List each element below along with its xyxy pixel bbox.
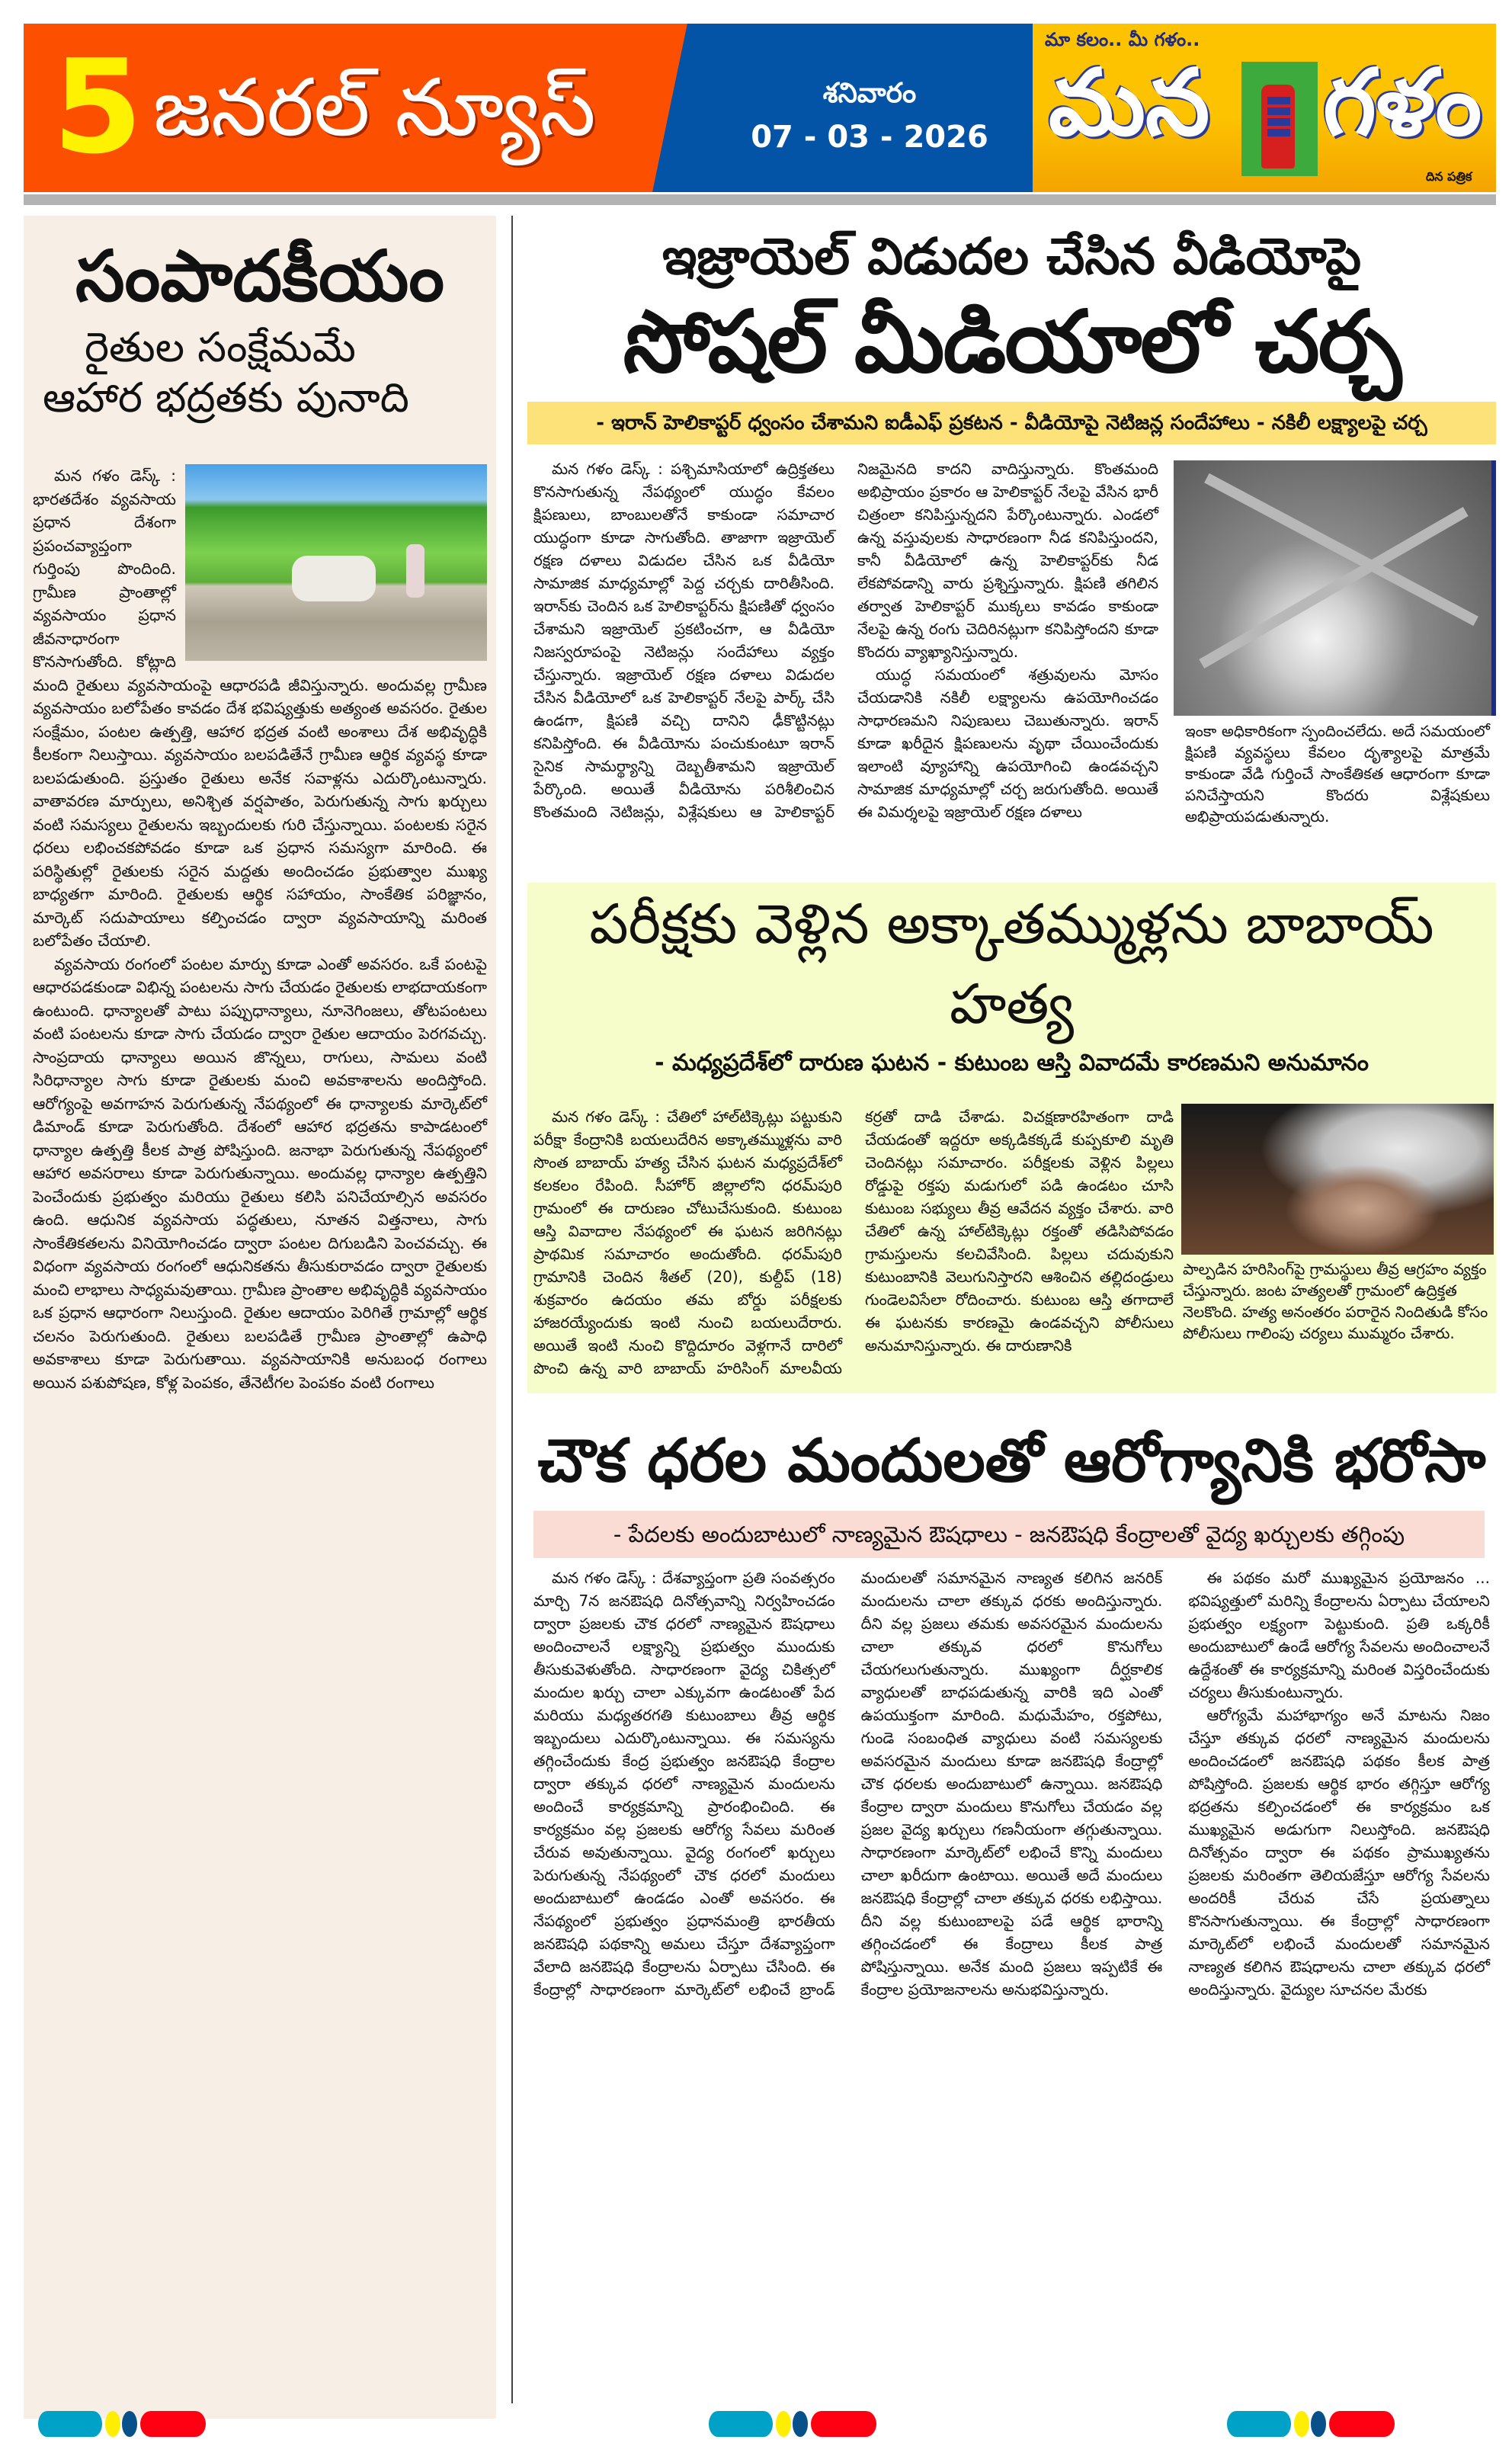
issue-date: 07 - 03 - 2026 — [751, 120, 988, 155]
story1-body — [533, 457, 1158, 823]
editorial-label: సంపాదకీయం — [75, 236, 444, 317]
story2-aside — [1181, 1104, 1494, 1344]
editorial-headline-line1: రైతుల సంక్షేమమే — [85, 323, 356, 371]
farmer-shape — [406, 544, 424, 598]
story2-paragraph: మన గళం డెస్క్ : చేతిలో హాల్‌టిక్కెట్లు పట్టుకుని పరీక్షా కేంద్రానికి బయలుదేరిన అక్కాతమ్ముళ్లను వారి సొంత బాబాయ్ హత్య చేసిన ఘటన మధ్యప్రదేశ్‌లో కలకలం రేపింది. సీహోర్ జిల్లాలోని ధరమ్‌పురి గ్రామంలో ఈ దారుణం చోటుచేసుకుంది. కుటుంబ ఆస్తి వివాదాల నేపథ్యంలో ఈ ఘటన జరిగినట్లు ప్రాథమిక సమాచారం అందుతోంది. ధరమ్‌పురి గ్రామానికి చెందిన శీతల్ (20), కుల్దీప్ (18) శుక్రవారం ఉదయం తమ బోర్డు పరీక్షలకు హాజరయ్యేందుకు ఇంటి నుంచి బయలుదేరారు. అయితే ఇంటి నుంచి కొద్దిదూరం వెళ్లగానే దారిలో పొంచి ఉన్న వారి బాబాయ్ హరిసింగ్ మాలవీయ కర్రతో దాడి చేశాడు. విచక్షణారహితంగా దాడి చేయడంతో ఇద్దరూ అక్కడికక్కడే కుప్పకూలి మృతి చెందినట్లు సమాచారం. పరీక్షలకు వెళ్లిన పిల్లలు రోడ్డుపై రక్తపు మడుగులో పడి ఉండటం చూసి కుటుంబ సభ్యులు తీవ్ర ఆవేదన వ్యక్తం చేశారు. వారి చేతిలో ఉన్న హాల్‌టిక్కెట్లు రక్తంతో తడిసిపోవడం గ్రామస్తులను కలచివేసింది. పిల్లలు చదువుకుని కుటుంబానికి వెలుగునిస్తారని ఆశించిన తల్లిదండ్రులు గుండెలవిసేలా రోదించారు. కుటుంబ ఆస్తి తగాదాలే ఈ ఘటనకు కారణమై ఉండవచ్చని పోలీసులు అనుమానిస్తున్నారు. ఈ దారుణానికి — [533, 1108, 1174, 1377]
story3-paragraph: ఈ పథకం మరో ముఖ్యమైన ప్రయోజనం ... భవిష్యత్తులో మరిన్ని కేంద్రాలను ఏర్పాటు చేయాలని ప్రభుత్వం లక్ష్యంగా పెట్టుకుంది. ప్రతి ఒక్కరికీ అందుబాటులో ఉండే ఆరోగ్య సేవలను అందించాలనే ఉద్దేశంతో ఈ కార్యక్రమాన్ని మరింత విస్తరించేందుకు చర్యలు తీసుకుంటున్నారు. — [1188, 1569, 1490, 1701]
editorial-paragraph: వ్యవసాయ రంగంలో పంటల మార్పు కూడా ఎంతో అవసరం. ఒకే పంటపై ఆధారపడకుండా విభిన్న పంటలను సాగు చేయడం రైతులకు లాభదాయకంగా ఉంటుంది. ధాన్యాలతో పాటు పప్పుధాన్యాలు, నూనెగింజలు, తోటపంటలు వంటి పంటలను కూడా సాగు చేయడం ద్వారా రైతుల ఆదాయం పెరగవచ్చు. సాంప్రదాయ ధాన్యాలు అయిన జొన్నలు, రాగులు, సామలు వంటి సిరిధాన్యాల సాగు కూడా రైతులకు మంచి అవకాశాలను అందిస్తోంది. ఆరోగ్యంపై అవగాహన పెరుగుతున్న నేపథ్యంలో ఈ ధాన్యాలకు మార్కెట్‌లో డిమాండ్ కూడా పెరుగుతోంది. దేశంలో ఆహార భద్రతను కాపాడటంలో ధాన్యాల ఉత్పత్తి కీలక పాత్ర పోషిస్తుంది. జనాభా పెరుగుతున్న నేపథ్యంలో ఆహార అవసరాలు కూడా పెరుగుతున్నాయి. అందువల్ల ధాన్యాల ఉత్పత్తిని పెంచేందుకు ప్రభుత్వం మరియు రైతులు కలిసి పనిచేయాల్సిన అవసరం ఉంది. ఆధునిక వ్యవసాయ పద్ధతులు, నూతన విత్తనాలు, సాగు సాంకేతికతలను వినియోగించడం ద్వారా పంటల దిగుబడిని పెంచవచ్చు. ఈ విధంగా వ్యవసాయ రంగంలో ఆధునికతను తీసుకురావడం ద్వారా రైతులకు మంచి లాభాలు సాధ్యమవుతాయి. గ్రామీణ ప్రాంతాల అభివృద్ధికి వ్యవసాయం ఒక ప్రధాన ఆధారంగా నిలుస్తుంది. రైతుల ఆదాయం పెరిగితే గ్రామాల్లో ఆర్థిక చలనం పెరుగుతుంది. రైతులు బలపడితే గ్రామీణ ప్రాంతాల్లో ఉపాధి అవకాశాలు కూడా పెరుగుతాయి. వ్యవసాయానికి అనుబంధ రంగాలు అయిన పశుపోషణ, కోళ్ల పెంపకం, తేనెటీగల పెంపకం వంటి రంగాలు — [33, 954, 487, 1392]
story2-subheads: - మధ్యప్రదేశ్‌లో దారుణ ఘటన - కుటుంబ ఆస్తి వివాదమే కారణమని అనుమానం — [655, 1050, 1369, 1076]
oxen-shape — [292, 556, 376, 601]
story3-paragraph: మన గళం డెస్క్ : దేశవ్యాప్తంగా ప్రతి సంవత్సరం మార్చి 7న జనఔషధి దినోత్సవాన్ని నిర్వహించడం ద్వారా ప్రజలకు చౌక ధరలో నాణ్యమైన ఔషధాలు అందించాలనే లక్ష్యాన్ని ప్రభుత్వం ముందుకు తీసుకువెళుతోంది. సాధారణంగా వైద్య చికిత్సలో మందుల ఖర్చు చాలా ఎక్కువగా ఉండటంతో పేద మరియు మధ్యతరగతి కుటుంబాలు తీవ్ర ఆర్థిక ఇబ్బందులు ఎదుర్కొంటున్నాయి. ఈ సమస్యను తగ్గించేందుకు కేంద్ర ప్రభుత్వం జనఔషధి కేంద్రాల ద్వారా తక్కువ ధరలో నాణ్యమైన మందులను అందించే కార్యక్రమాన్ని ప్రారంభించింది. ఈ కార్యక్రమం వల్ల ప్రజలకు ఆరోగ్య సేవలు మరింత చేరువ అవుతున్నాయి. వైద్య రంగంలో ఖర్చులు పెరుగుతున్న నేపథ్యంలో చౌక ధరలో మందులు అందుబాటులో ఉండడం ఎంతో అవసరం. ఈ నేపథ్యంలో ప్రభుత్వం ప్రధానమంత్రి భారతీయ జనఔషధి పథకాన్ని అమలు చేస్తూ దేశవ్యాప్తంగా వేలాది జనఔషధి కేంద్రాలను ఏర్పాటు చేసింది. ఈ కేంద్రాల్లో సాధారణంగా మార్కెట్‌లో లభించే బ్రాండ్ మందులతో సమానమైన నాణ్యత కలిగిన జనరిక్ మందులను చాలా తక్కువ ధరకు అందిస్తున్నారు. దీని వల్ల ప్రజలు తమకు అవసరమైన మందులను చాలా తక్కువ ధరలో కొనుగోలు చేయగలుగుతున్నారు. ముఖ్యంగా దీర్ఘకాలిక వ్యాధులతో బాధపడుతున్న వారికి ఇది ఎంతో ఉపయుక్తంగా మారింది. మధుమేహం, రక్తపోటు, గుండె సంబంధిత వ్యాధులు వంటి సమస్యలకు అవసరమైన మందులు కూడా జనఔషధి కేంద్రాల్లో చౌక ధరలకు అందుబాటులో ఉన్నాయి. జనఔషధి కేంద్రాల ద్వారా మందులు కొనుగోలు చేయడం వల్ల ప్రజల వైద్య ఖర్చులు గణనీయంగా తగ్గుతున్నాయి. సాధారణంగా మార్కెట్‌లో లభించే కొన్ని మందులు చాలా ఖరీదుగా ఉంటాయి. అయితే అదే మందులు జనఔషధి కేంద్రాల్లో చాలా తక్కువ ధరకు లభిస్తాయి. దీని వల్ల కుటుంబాలపై పడే ఆర్థిక భారాన్ని తగ్గించడంలో ఈ కేంద్రాలు కీలక పాత్ర పోషిస్తున్నాయి. అనేక మంది ప్రజలు ఇప్పటికే ఈ కేంద్రాల ప్రయోజనాలను అనుభవిస్తున్నారు. — [533, 1569, 1163, 1999]
farmer-ploughing-photo — [185, 464, 487, 661]
footer-ornament — [1227, 2411, 1395, 2437]
editorial-column — [24, 216, 496, 2419]
section-title: జనరల్ న్యూస్ — [153, 61, 596, 154]
logo-name-right: గళం — [1323, 50, 1482, 156]
story2-headline: పరీక్షకు వెళ్లిన అక్కాతమ్ముళ్లను బాబాయ్ హత్య — [589, 892, 1434, 1036]
logo-name-left: మన — [1049, 50, 1210, 156]
footer-ornament — [709, 2411, 876, 2437]
page-number: 5 — [53, 32, 143, 183]
story1-image-text: ఇంకా అధికారికంగా స్పందించలేదు. అదే సమయంలో క్షిపణి వ్యవస్థలు కేవలం దృశ్యాలపై మాత్రమే కాకుండా వేడి గుర్తించే సాంకేతికత ఆధారంగా కూడా పనిచేస్తాయని కొందరు విశ్లేషకులు అభిప్రాయపడుతున్నారు. — [1185, 722, 1490, 826]
story2-image-text: పాల్పడిన హరిసింగ్‌పై గ్రామస్థులు తీవ్ర ఆగ్రహం వ్యక్తం చేస్తున్నారు. జంట హత్యలతో గ్రామంలో ఉద్రిక్తత నెలకొంది. హత్య అనంతరం పరారైన నిందితుడి కోసం పోలీసులు గాలింపు చర్యలు ముమ్మరం చేశారు. — [1183, 1260, 1488, 1342]
editorial-paragraph: మన గళం డెస్క్ : భారతదేశం వ్యవసాయ ప్రధాన దేశంగా ప్రపంచవ్యాప్తంగా గుర్తింపు పొందింది. గ్రామీణ ప్రాంతాల్లో వ్యవసాయం ప్రధాన జీవనాధారంగా కొనసాగుతోంది. కోట్లాది మంది రైతులు వ్యవసాయంపై ఆధారపడి జీవిస్తున్నారు. అందువల్ల గ్రామీణ వ్యవసాయం బలోపేతం కావడం దేశ భవిష్యత్తుకు అత్యంత అవసరం. రైతుల సంక్షేమం, పంటల ఉత్పత్తి, ఆహార భద్రత వంటి అంశాలు దేశ అభివృద్ధికి కీలకంగా నిలుస్తాయి. వ్యవసాయం బలపడితేనే గ్రామీణ ఆర్థిక వ్యవస్థ కూడా బలపడుతుంది. ప్రస్తుతం రైతులు అనేక సవాళ్లను ఎదుర్కొంటున్నారు. వాతావరణ మార్పులు, అనిశ్చిత వర్షపాతం, పెరుగుతున్న సాగు ఖర్చులు వంటి సమస్యలు రైతులను ఇబ్బందులకు గురి చేస్తున్నాయి. పంటలకు సరైన ధరలు లభించకపోవడం కూడా ఒక ప్రధాన సమస్యగా మారింది. ఈ పరిస్థితుల్లో రైతులకు సరైన మద్దతు అందించడం ప్రభుత్వాల ముఖ్య బాధ్యతగా మారింది. రైతులకు ఆర్థిక సహాయం, సాంకేతిక పరిజ్ఞానం, మార్కెట్ సదుపాయాలు కల్పించడం ద్వారా వ్యవసాయాన్ని మరింత బలోపేతం చేయాలి. — [33, 466, 487, 950]
story3-paragraph: ఆరోగ్యమే మహాభాగ్యం అనే మాటను నిజం చేస్తూ తక్కువ ధరలో నాణ్యమైన మందులను అందించడంలో జనఔషధి పథకం కీలక పాత్ర పోషిస్తోంది. ప్రజలకు ఆర్థిక భారం తగ్గిస్తూ ఆరోగ్య భద్రతను కల్పించడంలో ఈ కార్యక్రమం ఒక ముఖ్యమైన అడుగుగా నిలుస్తోంది. జనఔషధి దినోత్సవం ద్వారా ఈ పథకం ప్రాముఖ్యతను ప్రజలకు మరింతగా తెలియజేస్తూ ఆరోగ్య సేవలను అందరికీ చేరువ చేసే ప్రయత్నాలు కొనసాగుతున్నాయి. ఈ కేంద్రాల్లో సాధారణంగా మార్కెట్‌లో లభించే మందులతో సమానమైన నాణ్యత కలిగిన ఔషధాలను చాలా తక్కువ ధరలో అందిస్తున్నారు. వైద్యుల సూచనల మేరకు — [1188, 1706, 1490, 1999]
story3-body — [533, 1566, 1490, 2001]
logo-subtitle: దిన పత్రిక — [1426, 169, 1472, 184]
story2-box — [527, 883, 1496, 1393]
story3 — [527, 1393, 1496, 2001]
footer-ornament — [38, 2411, 206, 2437]
story2-content — [527, 1105, 1496, 1387]
victim-hand-photo — [1181, 1104, 1494, 1255]
story1-aside — [1174, 460, 1496, 827]
column-divider — [511, 216, 513, 2403]
story1-paragraph: యుద్ధ సమయంలో శత్రువులను మోసం చేయడానికి నకిలీ లక్ష్యాలను ఉపయోగించడం సాధారణమని నిపుణులు చెబుతున్నారు. ఇరాన్ కూడా ఖరీదైన క్షిపణులను వృథా చేయించేందుకు ఇలాంటి వ్యూహాన్ని ఉపయోగించి ఉండవచ్చని సామాజిక మాధ్యమాల్లో చర్చ జరుగుతోంది. అయితే ఈ విమర్శలపై ఇజ్రాయెల్ రక్షణ దళాలు — [857, 665, 1158, 821]
story1-headline-kicker: ఇజ్రాయెల్ విడుదల చేసిన వీడియోపై — [662, 227, 1362, 286]
weekday: శనివారం — [822, 78, 917, 109]
editorial-headline-line2: ఆహార భద్రతకు పునాది — [43, 373, 409, 422]
masthead — [24, 24, 1496, 192]
story1-paragraph: మన గళం డెస్క్ : పశ్చిమాసియాలో ఉద్రిక్తతలు కొనసాగుతున్న నేపథ్యంలో యుద్ధం కేవలం క్షిపణులు, బాంబులతోనే కాకుండా సమాచార యుద్ధంగా కూడా సాగుతోంది. తాజాగా ఇజ్రాయెల్ రక్షణ దళాలు విడుదల చేసిన ఒక వీడియో సామాజిక మాధ్యమాల్లో పెద్ద చర్చకు దారితీసింది. ఇరాన్‌కు చెందిన ఒక హెలికాప్టర్‌ను క్షిపణితో ధ్వంసం చేశామని ఇజ్రాయెల్ ప్రకటించగా, ఆ వీడియో నిజస్వరూపంపై నెటిజన్లు సందేహాలు వ్యక్తం చేస్తున్నారు. ఇజ్రాయెల్ రక్షణ దళాలు విడుదల చేసిన వీడియోలో ఒక హెలికాప్టర్ నేలపై పార్క్ చేసి ఉండగా, క్షిపణి వచ్చి దానిని ఢీకొట్టినట్లు కనిపిస్తోంది. ఈ వీడియోను పంచుకుంటూ ఇరాన్ సైనిక సామర్థ్యాన్ని దెబ్బతీశామని ఇజ్రాయెల్ పేర్కొంది. అయితే వీడియోను పరిశీలించిన కొంతమంది నెటిజన్లు, విశ్లేషకులు ఆ హెలికాప్టర్ నిజమైనది కాదని వాదిస్తున్నారు. కొంతమంది అభిప్రాయం ప్రకారం ఆ హెలికాప్టర్ నేలపై వేసిన భారీ చిత్రంలా కనిపిస్తున్నదని పేర్కొంటున్నారు. ఎండలో ఉన్న వస్తువులకు సాధారణంగా నీడ కనిపిస్తుందని, కానీ వీడియోలో ఉన్న హెలికాప్టర్‌కు నీడ లేకపోవడాన్ని వారు ప్రశ్నిస్తున్నారు. క్షిపణి తగిలిన తర్వాత హెలికాప్టర్ ముక్కలు కావడం కాకుండా నేలపై ఉన్న రంగు చెదిరినట్లుగా కనిపిస్తోందని కూడా కొందరు వ్యాఖ్యానిస్తున్నారు. — [533, 460, 1158, 821]
story1-content — [527, 457, 1496, 846]
story1 — [527, 216, 1496, 846]
story3-subheads: - పేదలకు అందుబాటులో నాణ్యమైన ఔషధాలు - జనఔషధి కేంద్రాలతో వైద్య ఖర్చులకు తగ్గింపు — [533, 1511, 1485, 1558]
raised-fist-pen-icon — [1241, 62, 1318, 176]
editorial-body — [33, 464, 487, 1394]
news-column — [527, 216, 1496, 2001]
header-rule — [24, 194, 1496, 205]
logo-tagline: మా కలం.. మీ గళం.. — [1045, 29, 1200, 50]
story1-headline: సోషల్ మీడియాలో చర్చ — [623, 293, 1401, 392]
helicopter-thermal-photo — [1174, 460, 1496, 716]
story2-body — [533, 1105, 1174, 1380]
story1-subheads: - ఇరాన్ హెలికాప్టర్ ధ్వంసం చేశామని ఐడీఎఫ్ ప్రకటన - వీడియోపై నెటిజన్ల సందేహాలు - నకిలీ లక్ష్యాలపై చర్చ — [527, 402, 1496, 444]
story3-headline: చౌక ధరల మందులతో ఆరోగ్యానికి భరోసా — [537, 1427, 1486, 1496]
